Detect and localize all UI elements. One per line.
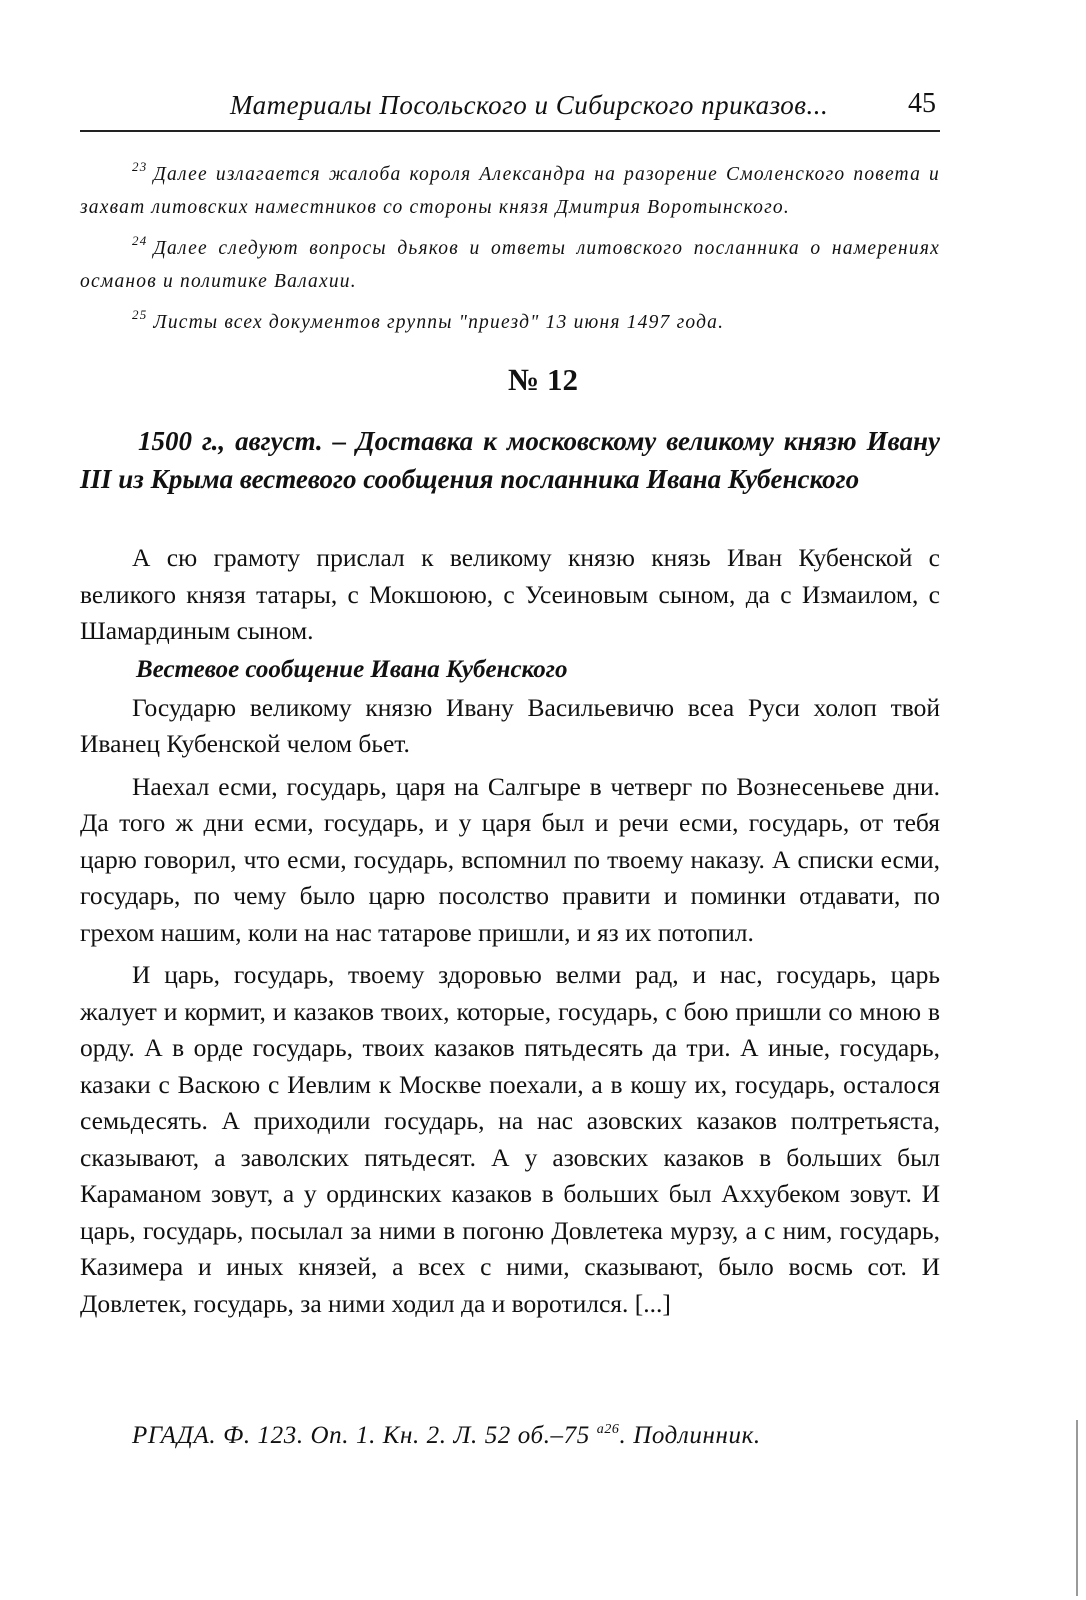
intro-paragraph: А сю грамоту прислал к великому князю князь Иван Кубенской с великого князя татары, с Мокшоюю, с Усеиновым сыном, да с Измаилом, с Шамардиным сыном. (80, 543, 940, 645)
source-reference: РГАДА. Ф. 123. Оп. 1. Кн. 2. Л. 52 об.–75 (132, 1422, 590, 1449)
footnote-text: Далее следуют вопросы дьяков и ответы литовского посланника о намерениях османов и политике Валахии. (80, 238, 940, 292)
running-head (80, 84, 940, 132)
page-number: 45 (908, 88, 936, 119)
footnote-24 (80, 224, 940, 298)
body-paragraph: Наехал есми, государь, царя на Салгыре в четверг по Вознесеньеве дни. Да того ж дни есми, государь, и у царя был и речи есми, государь, от тебя царю говорил, что есми, государь, вспомнил по твоему наказу. А списки есми, государь, по чему было царю посолство правити и поминки отдавати, по грехом нашим, коли на нас татарове пришли, и яз их потопил. (80, 771, 940, 947)
footnote-mark: 23 (132, 159, 148, 174)
document-heading: 1500 г., август. – Доставка к московскому великому князю Ивану III из Крыма вестевого сообщения посланника Ивана Кубенского (80, 426, 940, 494)
source-tail: . Подлинник. (619, 1422, 761, 1449)
body-paragraph: И царь, государь, твоему здоровью велми рад, и нас, государь, царь жалует и кормит, и казаков твоих, которые, государь, с бою пришли со мною в орду. А в орде государь, твоих казаков пятьдесять да три. А иные, государь, казаки с Васкою с Иевлим к Москве поехали, а в кошу их, государь, осталося семьдесять. А приходили государь, на нас азовских казаков полтретьяста, сказывают, а заволских пятьдесят. А у азовских казаков в больших был Караманом зовут, а у ординских казаков в больших был Аххубеком зовут. И царь, государь, посылал за ними в погоню Довлетека мурзу, а с ним, государь, Казимера и иных князей, а всех с ними, сказывают, было восмь сот. И Довлетек, государь, за ними ходил да и воротился. [...] (80, 960, 940, 1318)
source-superscript: а26 (596, 1422, 620, 1437)
footnote-25 (80, 298, 940, 339)
body-paragraph: Государю великому князю Ивану Васильевичю всеа Руси холоп твой Иванец Кубенской челом бьет. (80, 692, 940, 758)
running-title: Материалы Посольского и Сибирского приказов... (230, 90, 829, 120)
footnote-text: Листы всех документов группы "приезд" 13 июня 1497 года. (153, 312, 725, 333)
document-number: № 12 (508, 362, 578, 397)
footnote-text: Далее излагается жалоба короля Александра на разорение Смоленского повета и захват литовских наместников со стороны князя Дмитрия Воротынского. (80, 164, 940, 218)
scan-edge-line (1076, 1420, 1078, 1596)
footnote-23 (80, 150, 940, 224)
archival-source (132, 1422, 761, 1450)
footnote-mark: 25 (132, 307, 148, 322)
section-subheading: Вестевое сообщение Ивана Кубенского (136, 655, 568, 683)
document-body (80, 540, 940, 1322)
footnotes (80, 150, 940, 339)
footnote-mark: 24 (132, 233, 148, 248)
